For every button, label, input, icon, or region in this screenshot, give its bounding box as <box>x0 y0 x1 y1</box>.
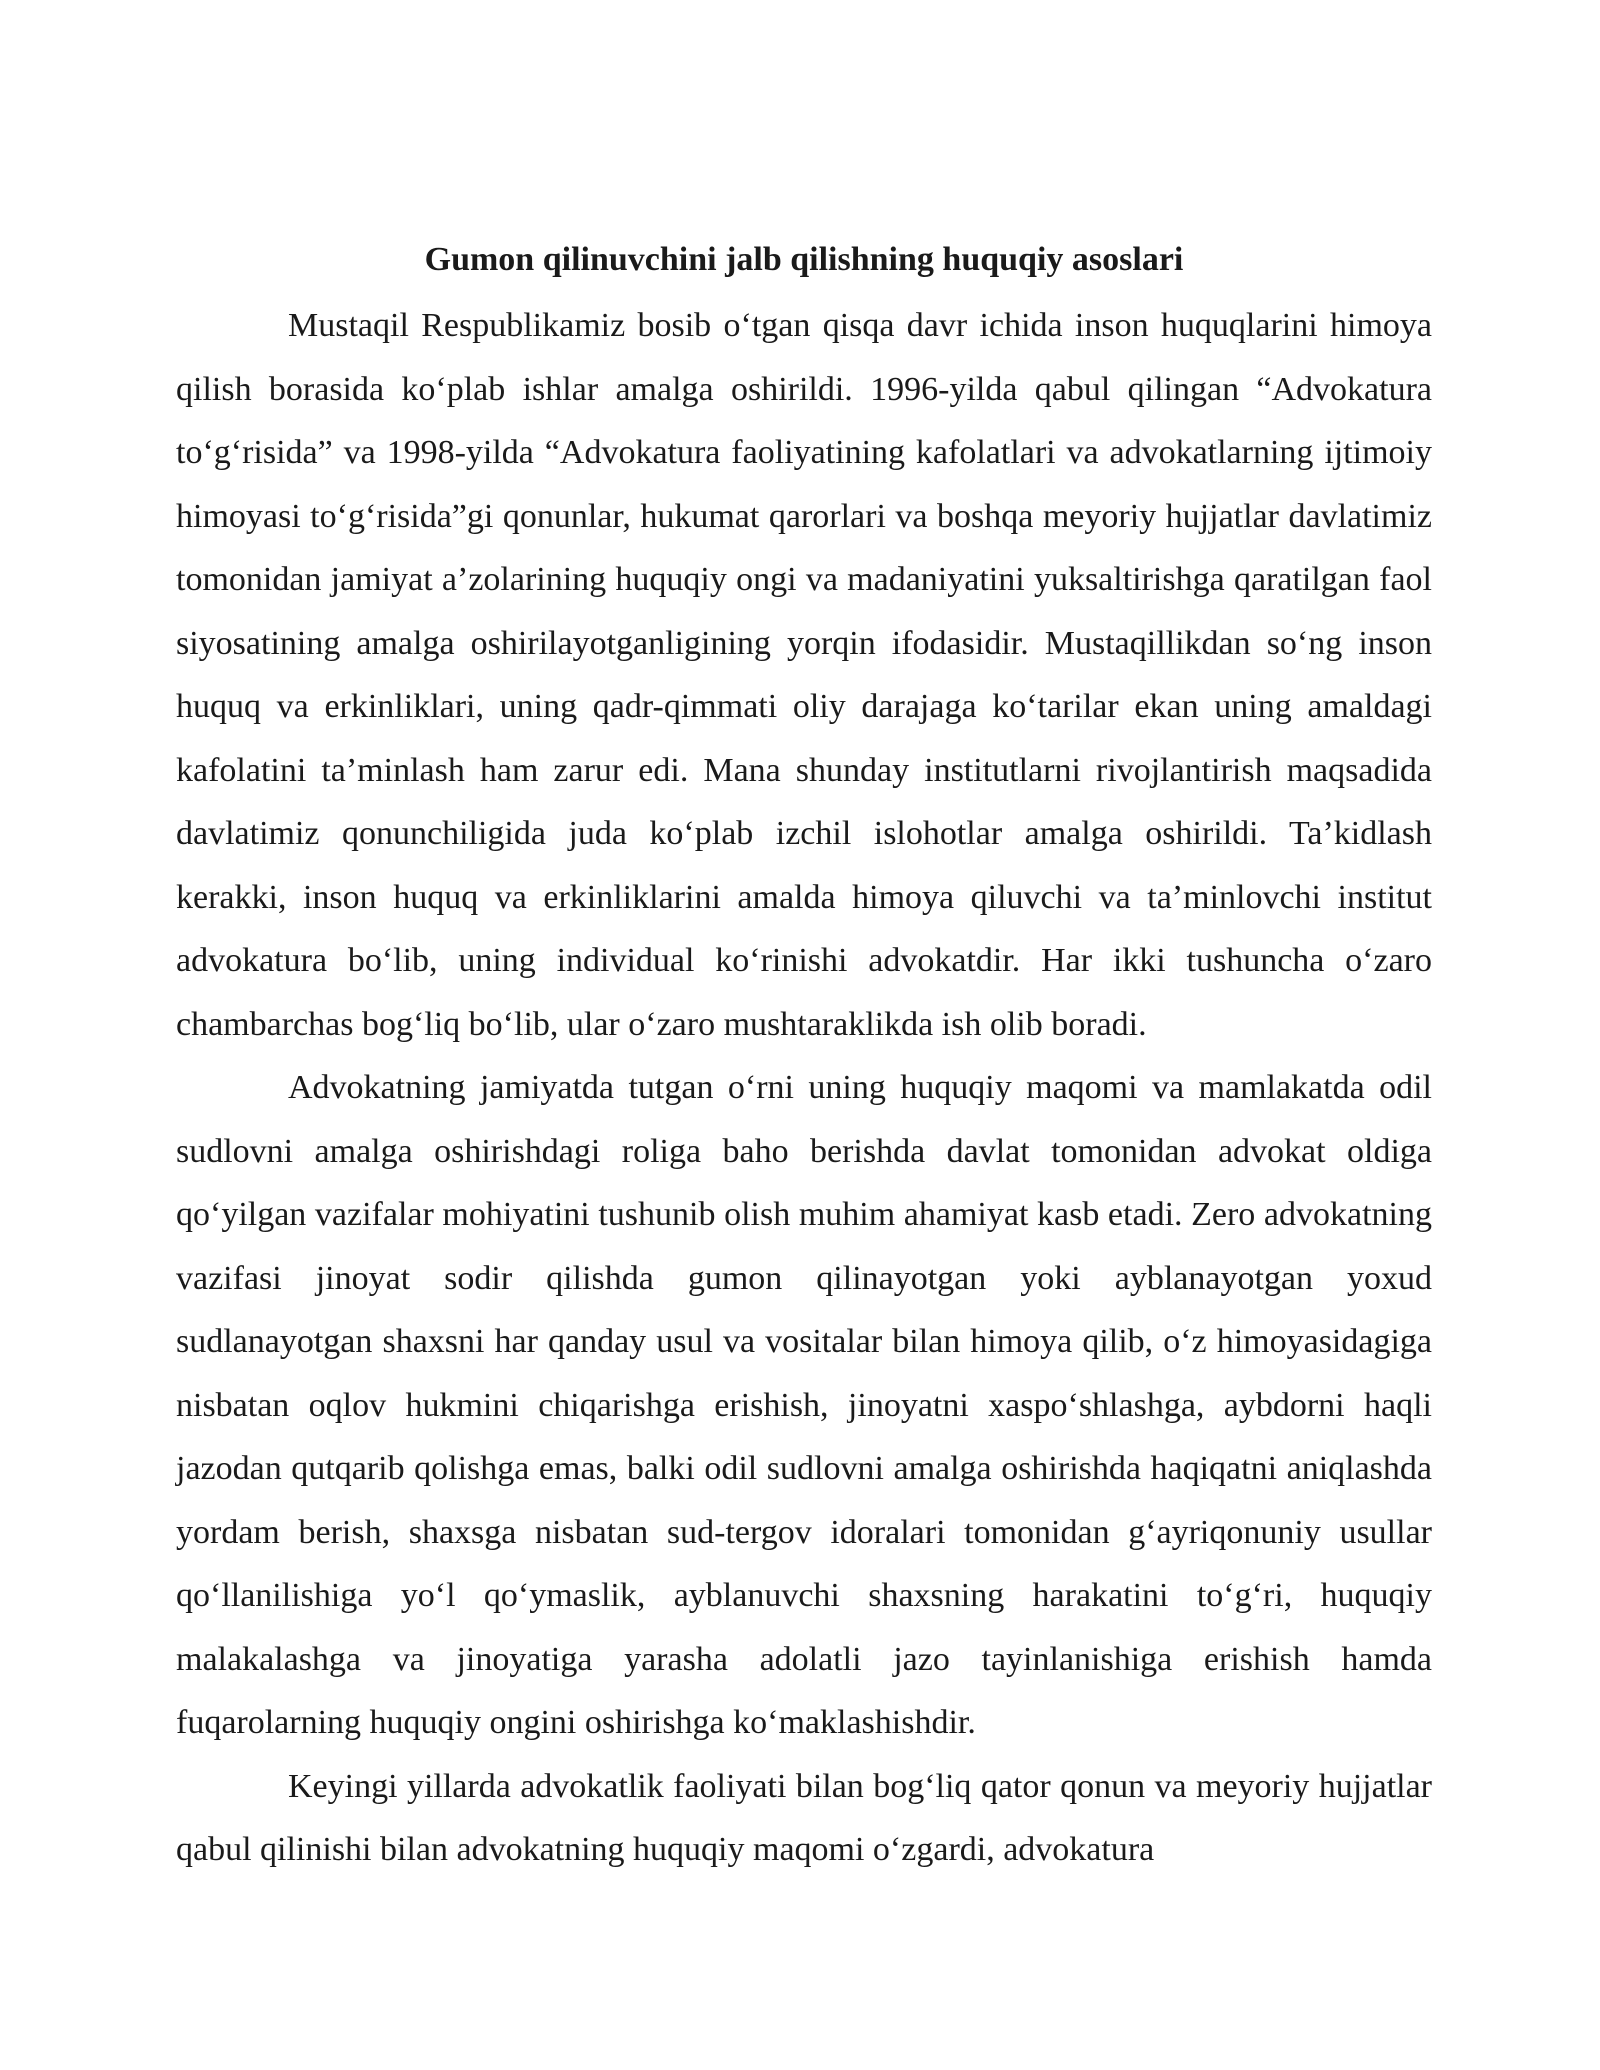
document-body <box>176 232 1432 1882</box>
paragraph-2: Advokatning jamiyatda tutgan o‘rni uning huquqiy maqomi va mamlakatda odil sudlovni amalga oshirishdagi roliga baho berishda davlat tomonidan advokat oldiga qo‘yilgan vazifalar mohiyatini tushunib olish muhim ahamiyat kasb etadi. Zero advokatning vazifasi jinoyat sodir qilishda gumon qilinayotgan yoki ayblanayotgan yoxud sudlanayotgan shaxsni har qanday usul va vositalar bilan himoya qilib, o‘z himoyasidagiga nisbatan oqlov hukmini chiqarishga erishish, jinoyatni xaspo‘shlashga, aybdorni haqli jazodan qutqarib qolishga emas, balki odil sudlovni amalga oshirishda haqiqatni aniqlashda yordam berish, shaxsga nisbatan sud-tergov idoralari tomonidan g‘ayriqonuniy usullar qo‘llanilishiga yo‘l qo‘ymaslik, ayblanuvchi shaxsning harakatini to‘g‘ri, huquqiy malakalashga va jinoyatiga yarasha adolatli jazo tayinlanishiga erishish hamda fuqarolarning huquqiy ongini oshirishga ko‘maklashishdir. <box>176 1069 1432 1741</box>
paragraph-3: Keyingi yillarda advokatlik faoliyati bilan bog‘liq qator qonun va meyoriy hujjatlar qabul qilinishi bilan advokatning huquqiy maqomi o‘zgardi, advokatura <box>176 1767 1432 1868</box>
document-title: Gumon qilinuvchini jalb qilishning huquqiy asoslari <box>424 241 1184 278</box>
paragraph-1: Mustaqil Respublikamiz bosib o‘tgan qisqa davr ichida inson huquqlarini himoya qilish borasida ko‘plab ishlar amalga oshirildi. 1996-yilda qabul qilingan “Advokatura to‘g‘risida” va 1998-yilda “Advokatura faoliyatining kafolatlari va advokatlarning ijtimoiy himoyasi to‘g‘risida”gi qonunlar, hukumat qarorlari va boshqa meyoriy hujjatlar davlatimiz tomonidan jamiyat a’zolarining huquqiy ongi va madaniyatini yuksaltirishga qaratilgan faol siyosatining amalga oshirilayotganligining yorqin ifodasidir. Mustaqillikdan so‘ng inson huquq va erkinliklari, uning qadr-qimmati oliy darajaga ko‘tarilar ekan uning amaldagi kafolatini ta’minlash ham zarur edi. Mana shunday institutlarni rivojlantirish maqsadida davlatimiz qonunchiligida juda ko‘plab izchil islohotlar amalga oshirildi. Ta’kidlash kerakki, inson huquq va erkinliklarini amalda himoya qiluvchi va ta’minlovchi institut advokatura bo‘lib, uning individual ko‘rinishi advokatdir. Har ikki tushuncha o‘zaro chambarchas bog‘liq bo‘lib, ular o‘zaro mushtaraklikda ish olib boradi. <box>176 307 1432 1043</box>
